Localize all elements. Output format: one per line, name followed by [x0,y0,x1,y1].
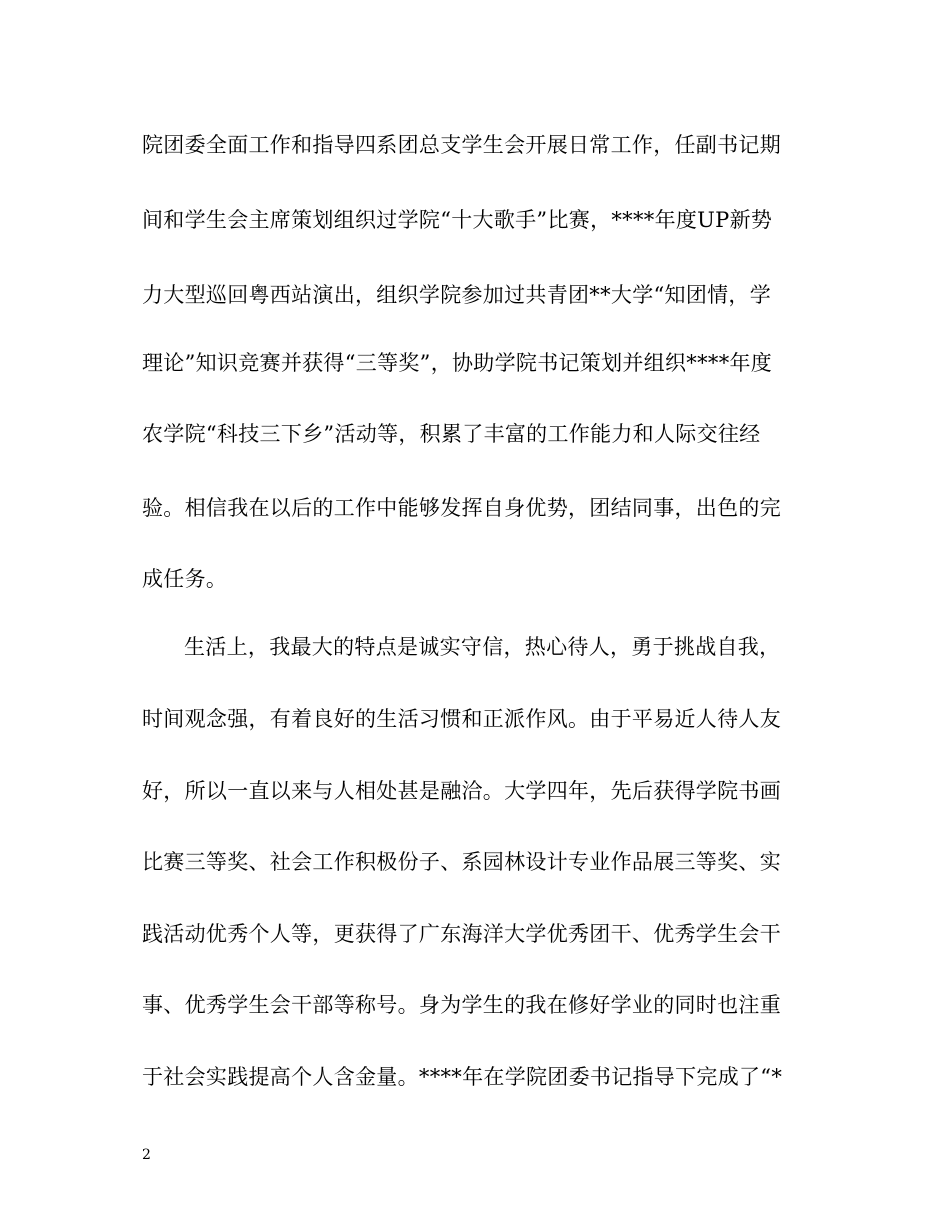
text-line: 好，所以一直以来与人相处甚是融洽。大学四年，先后获得学院书画 [142,779,781,803]
text-line: 时间观念强，有着良好的生活习惯和正派作风。由于平易近人待人友 [142,707,781,731]
page-number: 2 [142,1147,151,1163]
text-line: 践活动优秀个人等，更获得了广东海洋大学优秀团干、优秀学生会干 [142,922,781,946]
text-line: 力大型巡回粤西站演出，组织学院参加过共青团**大学“知团情，学 [142,283,772,307]
text-line: 理论”知识竞赛并获得“三等奖”，协助学院书记策划并组织****年度 [142,351,773,375]
text-line: 验。相信我在以后的工作中能够发挥自身优势，团结同事，出色的完 [142,496,781,520]
text-line: 农学院“科技三下乡”活动等，积累了丰富的工作能力和人际交往经 [142,422,761,446]
text-line: 于社会实践提高个人含金量。****年在学院团委书记指导下完成了“* [142,1065,783,1089]
text-line: 事、优秀学生会干部等称号。身为学生的我在修好学业的同时也注重 [142,993,781,1017]
text-line: 院团委全面工作和指导四系团总支学生会开展日常工作，任副书记期 [142,133,781,157]
text-line: 间和学生会主席策划组织过学院“十大歌手”比赛，****年度UP新势 [142,208,773,232]
text-line: 成任务。 [142,567,228,591]
text-line: 比赛三等奖、社会工作积极份子、系园林设计专业作品展三等奖、实 [142,850,781,874]
paragraph-start-line: 生活上，我最大的特点是诚实守信，热心待人，勇于挑战自我， [184,635,781,659]
